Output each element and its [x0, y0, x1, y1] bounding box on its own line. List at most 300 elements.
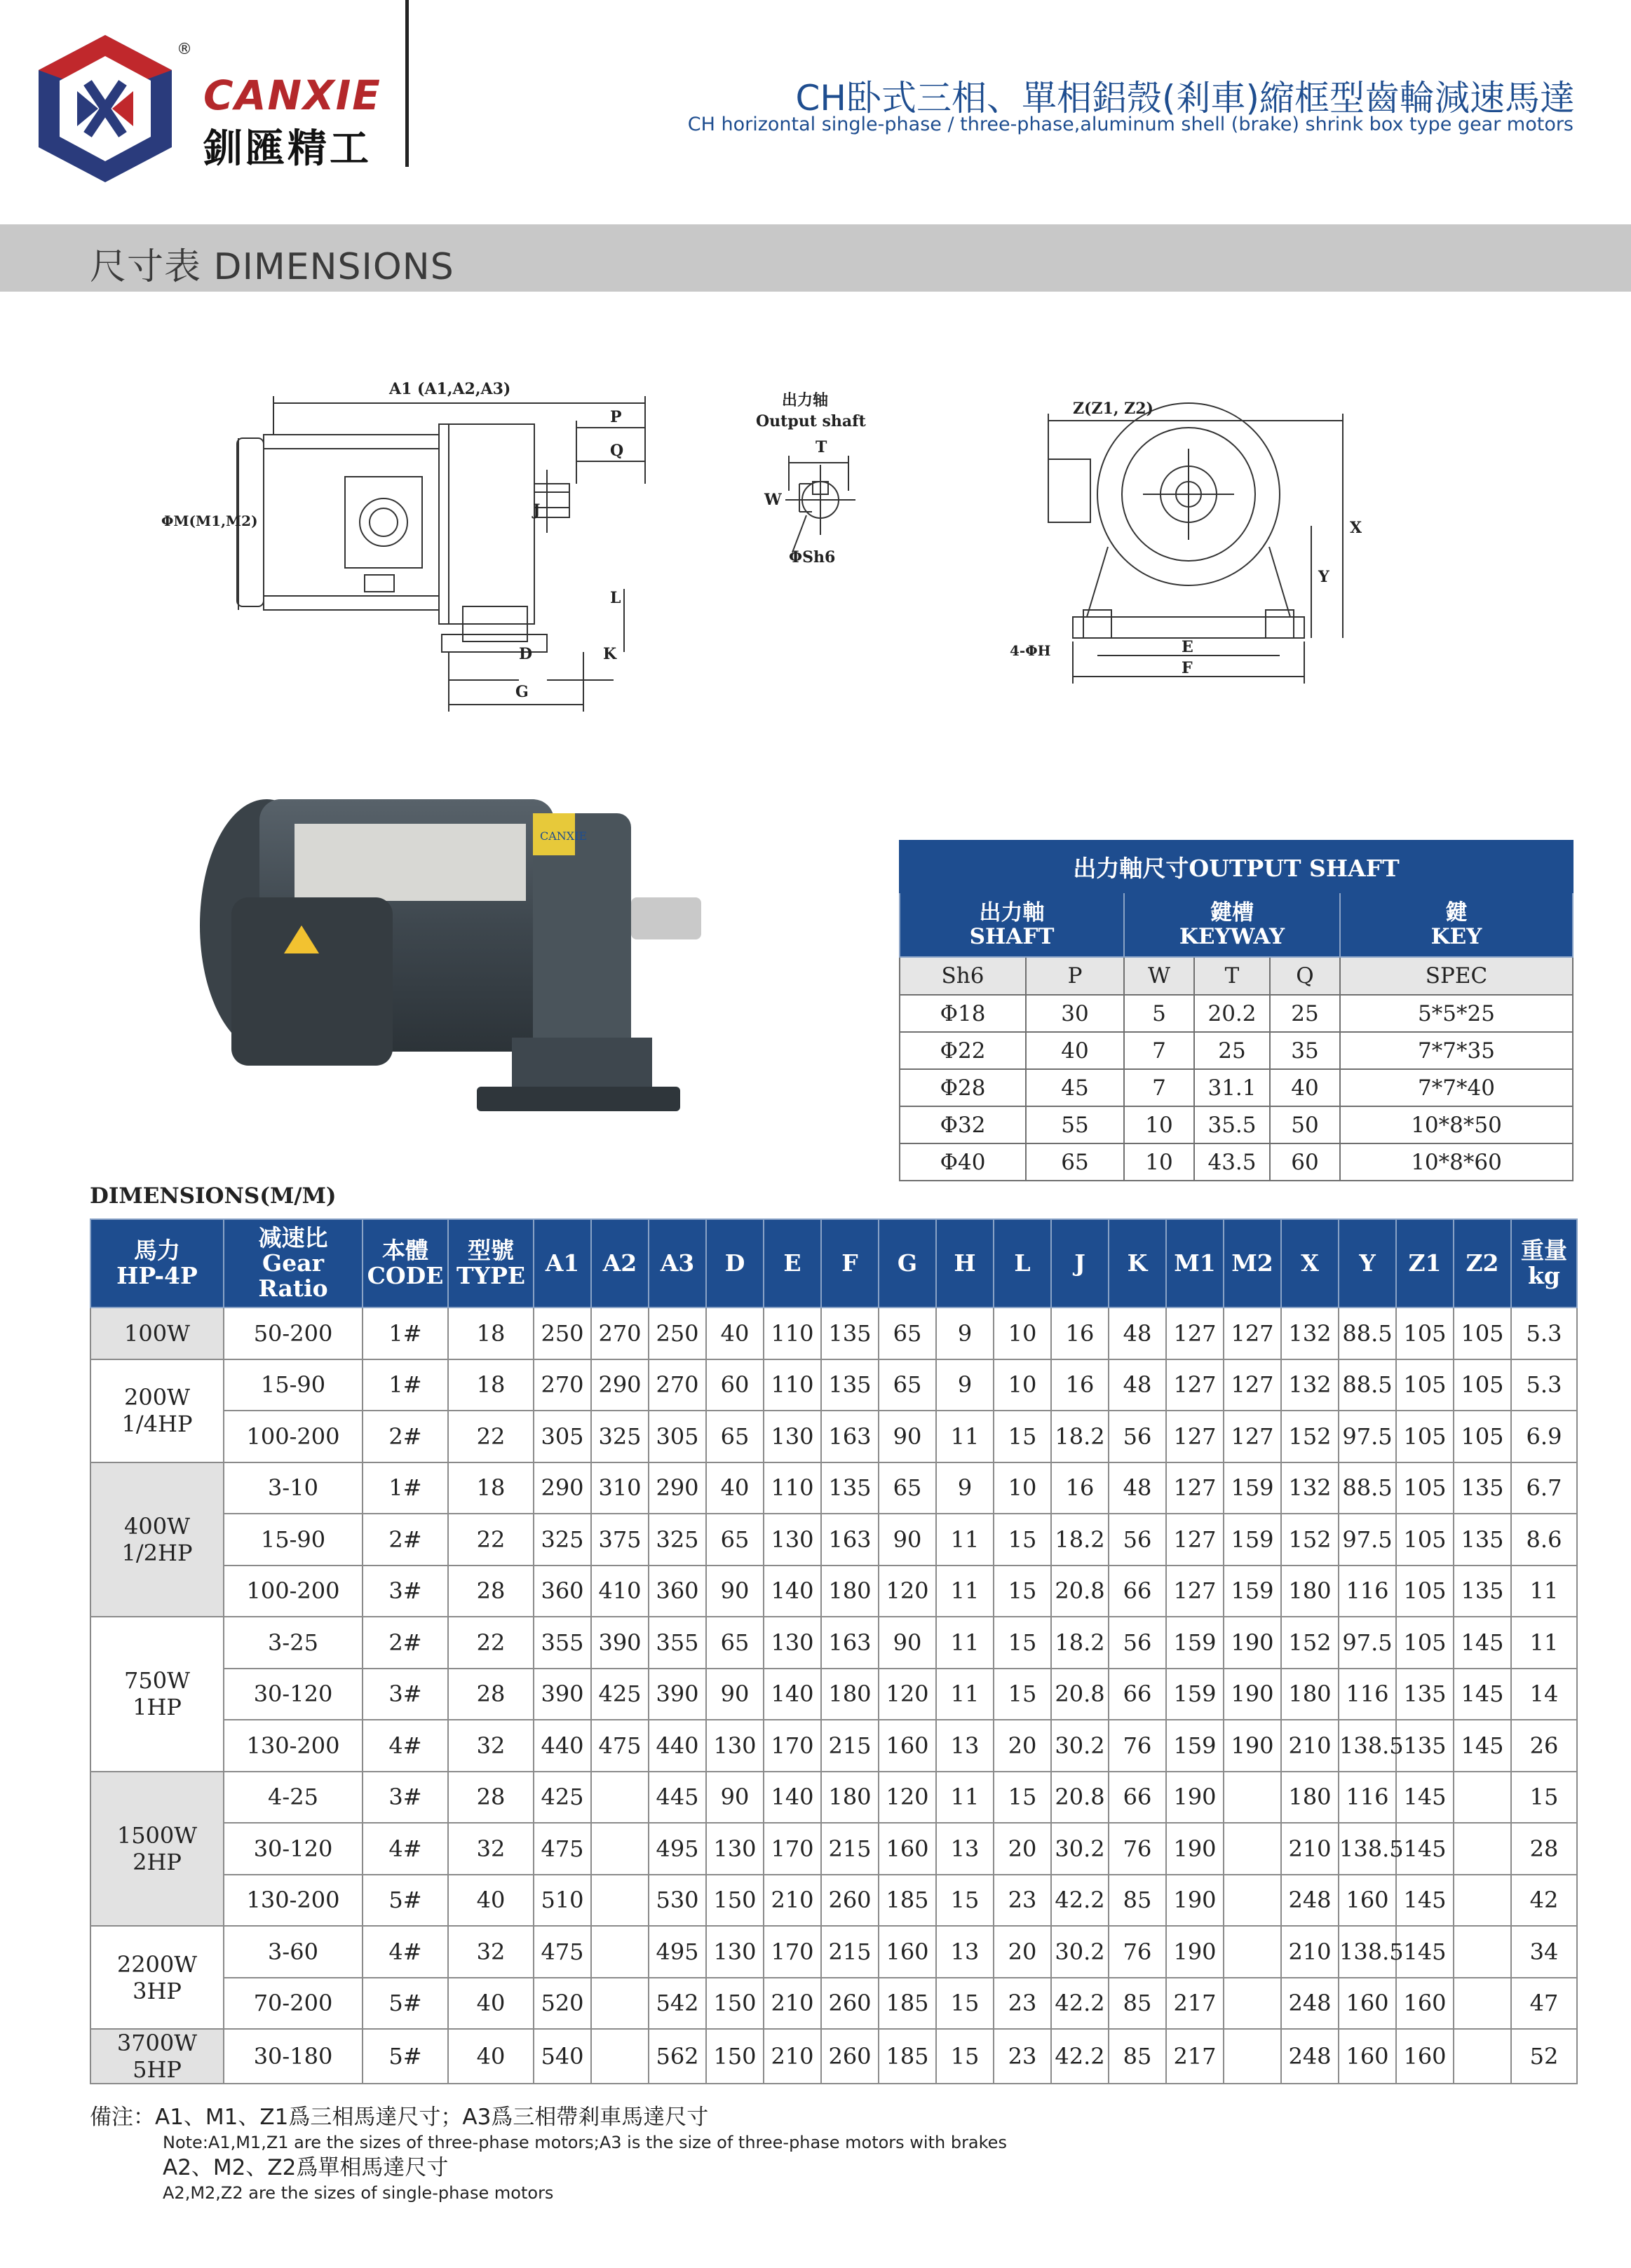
table-cell: 159 [1166, 1669, 1224, 1720]
shaft-label-w: W [764, 491, 782, 509]
table-cell: 170 [764, 1720, 821, 1772]
table-cell: 440 [534, 1720, 591, 1772]
table-cell: 65 [706, 1514, 764, 1566]
dimensions-table [90, 1218, 1576, 2084]
table-cell: 152 [1281, 1617, 1339, 1669]
table-cell: 60 [706, 1359, 764, 1411]
table-cell: 138.5 [1339, 1926, 1396, 1978]
table-cell: 20.8 [1051, 1566, 1109, 1617]
dim-header: M1 [1166, 1219, 1224, 1308]
shaft-column-header: Q [1270, 957, 1340, 995]
table-cell: 145 [1396, 1875, 1454, 1927]
table-cell: 127 [1166, 1462, 1224, 1514]
table-cell: 127 [1166, 1514, 1224, 1566]
table-cell: 85 [1109, 1978, 1166, 2030]
ratio-header [224, 1219, 363, 1308]
table-row [90, 1875, 1577, 1927]
table-cell: 325 [534, 1514, 591, 1566]
shaft-group-header: 出力軸 SHAFT [900, 892, 1124, 957]
table-cell: 215 [821, 1823, 879, 1875]
table-cell: 130 [764, 1617, 821, 1669]
table-cell: 130-200 [224, 1720, 363, 1772]
table-cell: 145 [1396, 1823, 1454, 1875]
power-cell [90, 1462, 224, 1617]
table-cell: 11 [936, 1514, 994, 1566]
notes-block [90, 2103, 1007, 2204]
table-cell: 116 [1339, 1772, 1396, 1824]
ratio-header-en: Gear Ratio [258, 1249, 328, 1302]
dim-label-k: K [603, 645, 617, 663]
table-cell: 15 [994, 1669, 1051, 1720]
table-cell: 18.2 [1051, 1514, 1109, 1566]
key-group-header: 鍵 KEY [1340, 892, 1573, 957]
table-cell: 4# [363, 1720, 448, 1772]
table-cell: 66 [1109, 1772, 1166, 1824]
shaft-table-cell: 65 [1026, 1143, 1124, 1181]
ratio-header-zh: 减速比 [258, 1224, 328, 1251]
table-cell: 48 [1109, 1462, 1166, 1514]
header-divider [405, 0, 409, 167]
table-cell [591, 1978, 649, 2030]
table-cell: 105 [1396, 1514, 1454, 1566]
table-cell: 310 [591, 1462, 649, 1514]
table-cell: 28 [448, 1772, 534, 1824]
table-row [90, 1978, 1577, 2030]
table-cell: 138.5 [1339, 1823, 1396, 1875]
table-cell: 10 [994, 1359, 1051, 1411]
table-cell: 105 [1396, 1617, 1454, 1669]
table-cell: 11 [936, 1669, 994, 1720]
table-cell: 510 [534, 1875, 591, 1927]
shaft-column-header: Sh6 [900, 957, 1026, 995]
table-cell: 127 [1224, 1359, 1281, 1411]
table-cell: 260 [821, 2029, 879, 2084]
shaft-table-cell: 10*8*50 [1340, 1106, 1573, 1143]
table-cell: 15 [994, 1566, 1051, 1617]
shaft-table-cell: 7*7*35 [1340, 1032, 1573, 1069]
table-cell: 4-25 [224, 1772, 363, 1824]
table-cell: 105 [1396, 1411, 1454, 1462]
table-cell: 135 [1396, 1669, 1454, 1720]
table-cell: 15 [994, 1411, 1051, 1462]
table-cell: 9 [936, 1308, 994, 1359]
note-line2-zh: A2、M2、Z2爲單相馬達尺寸 [163, 2155, 449, 2180]
table-cell: 28 [448, 1566, 534, 1617]
power-label: 5HP [133, 2056, 182, 2083]
shaft-table-cell: 30 [1026, 995, 1124, 1032]
shaft-table-row [900, 1143, 1573, 1181]
table-cell: 3# [363, 1669, 448, 1720]
table-cell: 160 [879, 1926, 936, 1978]
table-cell: 217 [1166, 1978, 1224, 2030]
table-cell: 40 [706, 1308, 764, 1359]
dim-header: H [936, 1219, 994, 1308]
table-cell: 105 [1396, 1359, 1454, 1411]
page-title-zh: CH卧式三相、單相鋁殼(剎車)縮框型齒輪減速馬達 [795, 78, 1575, 118]
table-cell: 20 [994, 1720, 1051, 1772]
table-cell: 190 [1224, 1669, 1281, 1720]
table-cell: 4# [363, 1926, 448, 1978]
table-cell: 170 [764, 1926, 821, 1978]
table-cell: 180 [1281, 1566, 1339, 1617]
table-cell: 130 [764, 1514, 821, 1566]
table-cell: 305 [649, 1411, 706, 1462]
table-cell: 90 [879, 1411, 936, 1462]
table-cell: 90 [706, 1772, 764, 1824]
table-cell: 18 [448, 1462, 534, 1514]
shaft-column-header: P [1026, 957, 1124, 995]
table-cell: 248 [1281, 1978, 1339, 2030]
table-cell: 56 [1109, 1411, 1166, 1462]
dim-label-x: X [1350, 519, 1362, 537]
table-cell: 190 [1166, 1926, 1224, 1978]
table-cell: 180 [821, 1772, 879, 1824]
table-cell: 15-90 [224, 1514, 363, 1566]
power-cell [90, 1926, 224, 2029]
shaft-table-cell: 43.5 [1194, 1143, 1270, 1181]
dim-header: E [764, 1219, 821, 1308]
table-cell: 30-180 [224, 2029, 363, 2084]
table-cell: 270 [534, 1359, 591, 1411]
table-cell: 290 [591, 1359, 649, 1411]
dim-header: M2 [1224, 1219, 1281, 1308]
table-cell: 5.3 [1511, 1308, 1577, 1359]
table-cell: 65 [879, 1462, 936, 1514]
table-cell: 4# [363, 1823, 448, 1875]
table-row [90, 1411, 1577, 1462]
table-cell: 8.6 [1511, 1514, 1577, 1566]
table-cell: 120 [879, 1669, 936, 1720]
dim-label-d: D [519, 645, 533, 663]
table-cell: 34 [1511, 1926, 1577, 1978]
table-cell: 163 [821, 1617, 879, 1669]
table-cell: 85 [1109, 2029, 1166, 2084]
table-cell: 5.3 [1511, 1359, 1577, 1411]
table-cell: 180 [821, 1566, 879, 1617]
power-cell [90, 1359, 224, 1462]
table-cell: 65 [706, 1617, 764, 1669]
table-cell: 15 [994, 1617, 1051, 1669]
table-cell: 145 [1454, 1617, 1511, 1669]
table-cell: 135 [1454, 1462, 1511, 1514]
table-cell: 28 [1511, 1823, 1577, 1875]
table-cell: 42.2 [1051, 1875, 1109, 1927]
table-cell: 520 [534, 1978, 591, 2030]
table-cell: 11 [1511, 1617, 1577, 1669]
table-cell: 135 [1396, 1720, 1454, 1772]
table-cell: 355 [534, 1617, 591, 1669]
power-label: 2200W [116, 1950, 198, 1978]
table-cell: 130 [706, 1823, 764, 1875]
dim-header: Z2 [1454, 1219, 1511, 1308]
table-cell: 127 [1224, 1411, 1281, 1462]
table-cell: 210 [1281, 1926, 1339, 1978]
table-cell: 9 [936, 1462, 994, 1514]
table-cell: 56 [1109, 1514, 1166, 1566]
table-cell: 110 [764, 1462, 821, 1514]
table-cell: 1# [363, 1308, 448, 1359]
table-cell: 390 [591, 1617, 649, 1669]
table-cell: 88.5 [1339, 1359, 1396, 1411]
table-cell: 250 [649, 1308, 706, 1359]
power-label: 1/2HP [121, 1539, 193, 1566]
table-cell: 76 [1109, 1720, 1166, 1772]
table-cell: 2# [363, 1411, 448, 1462]
table-cell: 90 [706, 1669, 764, 1720]
table-cell: 135 [1454, 1566, 1511, 1617]
dim-header: D [706, 1219, 764, 1308]
table-cell [1454, 1772, 1511, 1824]
table-cell: 15 [1511, 1772, 1577, 1824]
brand-logo [28, 28, 421, 196]
code-header-en: CODE [367, 1262, 444, 1289]
type-header [448, 1219, 534, 1308]
shaft-label-t: T [816, 438, 827, 456]
table-cell: 18.2 [1051, 1617, 1109, 1669]
table-cell: 217 [1166, 2029, 1224, 2084]
note-line2-en: A2,M2,Z2 are the sizes of single-phase motors [163, 2183, 554, 2203]
table-cell: 130 [706, 1720, 764, 1772]
table-cell: 48 [1109, 1308, 1166, 1359]
table-cell: 130-200 [224, 1875, 363, 1927]
table-cell: 290 [534, 1462, 591, 1514]
dimensions-caption: DIMENSIONS(M/M) [90, 1183, 337, 1209]
table-cell: 10 [994, 1462, 1051, 1514]
shaft-table-cell: 7*7*40 [1340, 1069, 1573, 1106]
table-cell: 15 [994, 1772, 1051, 1824]
dim-label-p: P [610, 408, 622, 426]
table-cell: 130 [764, 1411, 821, 1462]
dim-label-z: Z(Z1, Z2) [1073, 400, 1153, 418]
shaft-table-cell: 7 [1124, 1069, 1194, 1106]
table-cell: 159 [1166, 1720, 1224, 1772]
table-cell: 215 [821, 1720, 879, 1772]
shaft-column-header: W [1124, 957, 1194, 995]
table-cell: 105 [1454, 1411, 1511, 1462]
weight-header-en: kg [1528, 1262, 1560, 1289]
table-cell: 159 [1224, 1514, 1281, 1566]
shaft-table-cell: 55 [1026, 1106, 1124, 1143]
table-row [90, 1926, 1577, 1978]
table-row [90, 1566, 1577, 1617]
power-label: 3700W [116, 2030, 198, 2056]
table-cell: 116 [1339, 1566, 1396, 1617]
table-cell: 30.2 [1051, 1823, 1109, 1875]
table-cell: 127 [1166, 1411, 1224, 1462]
table-cell: 5# [363, 1978, 448, 2030]
weight-header [1511, 1219, 1577, 1308]
table-cell: 495 [649, 1926, 706, 1978]
table-cell: 140 [764, 1772, 821, 1824]
code-header-zh: 本體 [382, 1237, 428, 1264]
table-cell: 190 [1166, 1823, 1224, 1875]
dim-header: Y [1339, 1219, 1396, 1308]
table-cell: 85 [1109, 1875, 1166, 1927]
table-cell: 5# [363, 2029, 448, 2084]
table-cell [1224, 1772, 1281, 1824]
keyway-group-header: 鍵槽 KEYWAY [1124, 892, 1340, 957]
output-shaft-caption: 出力軸尺寸OUTPUT SHAFT [900, 841, 1573, 892]
table-cell: 190 [1224, 1720, 1281, 1772]
table-cell: 210 [1281, 1823, 1339, 1875]
table-cell: 290 [649, 1462, 706, 1514]
table-cell: 3-25 [224, 1617, 363, 1669]
table-cell: 5# [363, 1875, 448, 1927]
table-cell: 40 [706, 1462, 764, 1514]
table-cell: 15 [936, 1978, 994, 2030]
table-cell: 65 [706, 1411, 764, 1462]
table-cell: 52 [1511, 2029, 1577, 2084]
table-cell: 26 [1511, 1720, 1577, 1772]
table-cell: 540 [534, 2029, 591, 2084]
table-cell: 270 [591, 1308, 649, 1359]
table-cell: 42.2 [1051, 1978, 1109, 2030]
gear-motor-image [182, 757, 757, 1122]
table-cell: 6.7 [1511, 1462, 1577, 1514]
table-cell: 97.5 [1339, 1411, 1396, 1462]
table-cell: 180 [821, 1669, 879, 1720]
table-cell: 66 [1109, 1566, 1166, 1617]
table-cell: 3# [363, 1772, 448, 1824]
table-cell: 130 [706, 1926, 764, 1978]
shaft-table-cell: 25 [1194, 1032, 1270, 1069]
table-cell: 210 [764, 2029, 821, 2084]
table-cell [591, 1926, 649, 1978]
table-cell: 145 [1396, 1772, 1454, 1824]
power-label: 750W [124, 1667, 190, 1695]
table-cell: 16 [1051, 1359, 1109, 1411]
table-cell: 88.5 [1339, 1462, 1396, 1514]
shaft-table-cell: Φ28 [900, 1069, 1026, 1106]
shaft-column-header: SPEC [1340, 957, 1573, 995]
side-view-drawing [154, 372, 687, 729]
table-cell: 30-120 [224, 1823, 363, 1875]
power-label: 3HP [133, 1977, 182, 2004]
table-cell: 15 [936, 2029, 994, 2084]
dim-header: L [994, 1219, 1051, 1308]
registered-mark: ® [177, 41, 192, 58]
dim-label-f: F [1182, 659, 1193, 677]
table-row [90, 2029, 1577, 2084]
shaft-table-cell: 31.1 [1194, 1069, 1270, 1106]
dim-header: X [1281, 1219, 1339, 1308]
table-cell: 22 [448, 1617, 534, 1669]
table-cell: 10 [994, 1308, 1051, 1359]
table-cell: 562 [649, 2029, 706, 2084]
table-cell: 445 [649, 1772, 706, 1824]
dim-label-g: G [515, 683, 529, 701]
shaft-table-cell: Φ18 [900, 995, 1026, 1032]
table-cell: 11 [936, 1566, 994, 1617]
table-cell: 20.8 [1051, 1669, 1109, 1720]
type-header-zh: 型號 [468, 1237, 514, 1264]
shaft-table-cell: 60 [1270, 1143, 1340, 1181]
table-cell: 20.8 [1051, 1772, 1109, 1824]
table-cell: 9 [936, 1359, 994, 1411]
power-cell [90, 1308, 224, 1359]
table-cell: 160 [1339, 1978, 1396, 2030]
table-cell: 150 [706, 1875, 764, 1927]
table-cell: 20 [994, 1823, 1051, 1875]
table-cell: 190 [1166, 1772, 1224, 1824]
table-cell: 260 [821, 1875, 879, 1927]
table-cell: 530 [649, 1875, 706, 1927]
table-cell: 14 [1511, 1669, 1577, 1720]
table-cell: 22 [448, 1514, 534, 1566]
shaft-table-row [900, 1032, 1573, 1069]
output-shaft-table [899, 840, 1574, 1181]
dim-label-y: Y [1318, 568, 1329, 586]
power-header [90, 1219, 224, 1308]
dim-label-h: 4-ΦH [1010, 642, 1051, 659]
dim-label-m: ΦM(M1,M2) [161, 512, 258, 529]
table-cell: 76 [1109, 1823, 1166, 1875]
table-cell: 40 [448, 1875, 534, 1927]
table-cell: 360 [649, 1566, 706, 1617]
table-cell: 132 [1281, 1308, 1339, 1359]
shaft-table-cell: 25 [1270, 995, 1340, 1032]
power-header-en: HP-4P [116, 1262, 198, 1289]
power-cell [90, 2029, 224, 2084]
table-cell: 105 [1454, 1359, 1511, 1411]
section-title: 尺寸表 DIMENSIONS [90, 246, 454, 288]
table-cell [1454, 2029, 1511, 2084]
table-cell: 159 [1224, 1462, 1281, 1514]
table-cell: 30.2 [1051, 1720, 1109, 1772]
table-cell [1454, 1875, 1511, 1927]
shaft-label-sh6: ΦSh6 [789, 548, 836, 566]
shaft-label-zh: 出力轴 [782, 391, 829, 409]
table-cell: 3-10 [224, 1462, 363, 1514]
table-cell: 185 [879, 1978, 936, 2030]
table-cell: 110 [764, 1359, 821, 1411]
power-label: 100W [124, 1319, 190, 1347]
table-cell: 42.2 [1051, 2029, 1109, 2084]
dim-header: F [821, 1219, 879, 1308]
table-cell [1224, 1875, 1281, 1927]
table-row [90, 1514, 1577, 1566]
section-header [0, 224, 1631, 292]
table-cell: 150 [706, 1978, 764, 2030]
shaft-table-cell: 5*5*25 [1340, 995, 1573, 1032]
table-cell: 127 [1166, 1566, 1224, 1617]
shaft-table-cell: Φ40 [900, 1143, 1026, 1181]
table-cell: 97.5 [1339, 1617, 1396, 1669]
table-cell: 135 [821, 1308, 879, 1359]
table-cell: 425 [534, 1772, 591, 1824]
table-cell: 120 [879, 1772, 936, 1824]
table-cell: 260 [821, 1978, 879, 2030]
power-label: 1/4HP [121, 1411, 193, 1437]
table-cell: 15-90 [224, 1359, 363, 1411]
table-cell: 355 [649, 1617, 706, 1669]
table-cell: 2# [363, 1514, 448, 1566]
table-cell: 210 [1281, 1720, 1339, 1772]
power-label: 2HP [133, 1848, 182, 1875]
table-cell: 250 [534, 1308, 591, 1359]
dim-label-q: Q [610, 442, 624, 460]
table-cell: 48 [1109, 1359, 1166, 1411]
table-cell: 47 [1511, 1978, 1577, 2030]
table-cell: 159 [1224, 1566, 1281, 1617]
table-cell: 127 [1166, 1359, 1224, 1411]
power-header-zh: 馬力 [134, 1237, 180, 1264]
shaft-table-cell: Φ22 [900, 1032, 1026, 1069]
shaft-table-cell: Φ32 [900, 1106, 1026, 1143]
shaft-table-cell: 5 [1124, 995, 1194, 1032]
table-cell: 475 [534, 1823, 591, 1875]
dim-header: K [1109, 1219, 1166, 1308]
